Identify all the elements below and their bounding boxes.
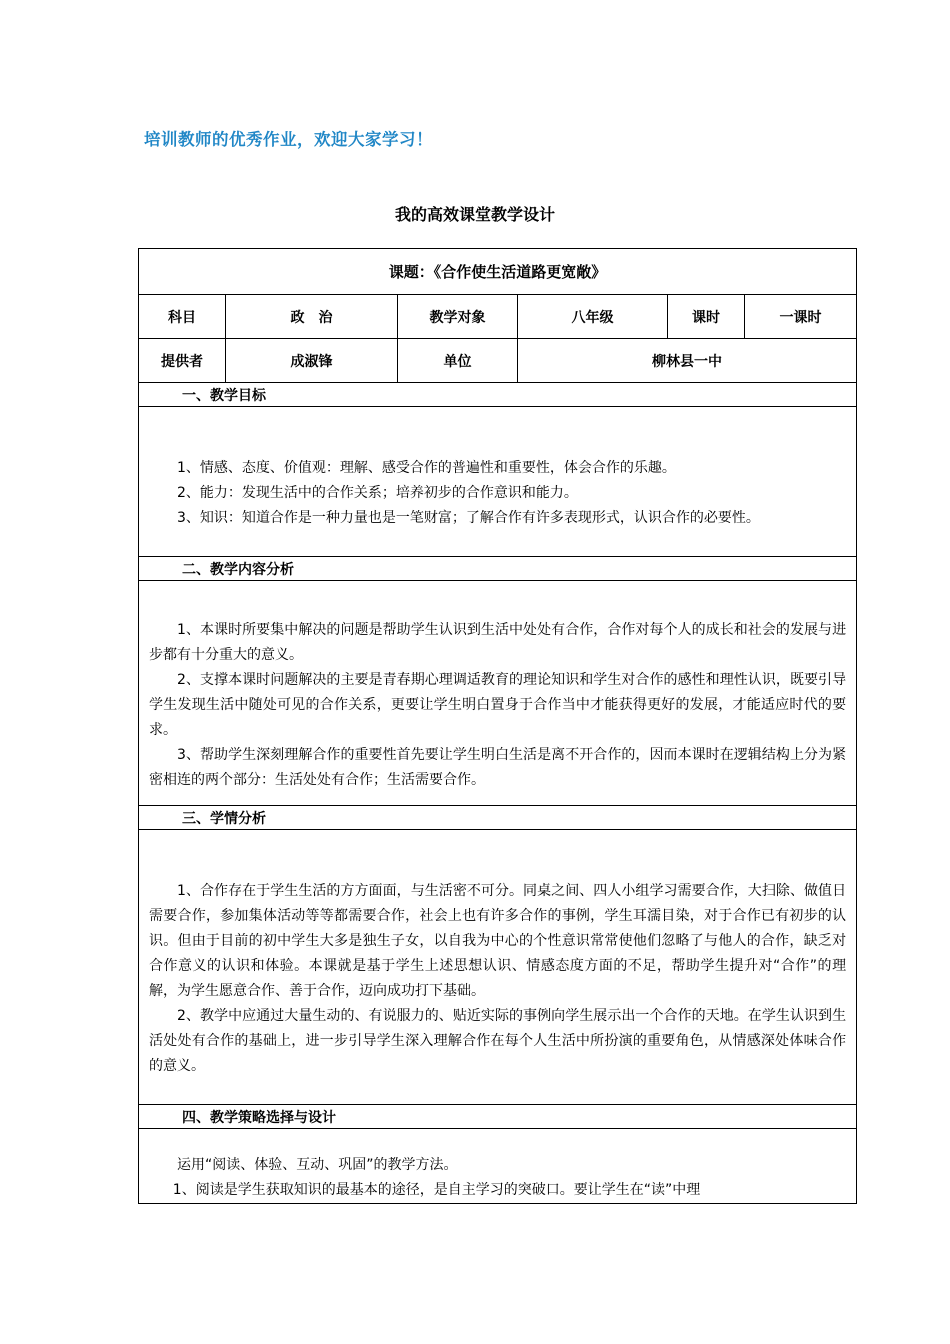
- paragraph: 3、帮助学生深刻理解合作的重要性首先要让学生明白生活是离不开合作的，因而本课时在逻辑结构上分为紧密相连的两个部分：生活处处有合作；生活需要合作。: [149, 746, 847, 788]
- unit-value: 柳林县一中: [518, 339, 857, 383]
- provider-label: 提供者: [139, 339, 226, 383]
- subject-value: 政 治: [226, 295, 398, 339]
- provider-value: 成淑锋: [226, 339, 398, 383]
- document-title: 我的高效课堂教学设计: [394, 205, 555, 224]
- section-body-content-analysis: [139, 581, 857, 806]
- audience-label: 教学对象: [398, 295, 518, 339]
- section-body-strategy: [139, 1129, 857, 1204]
- section-heading-objectives: 一、教学目标: [139, 383, 857, 407]
- banner-text: 培训教师的优秀作业，欢迎大家学习！: [144, 130, 433, 149]
- paragraph: 1、合作存在于学生生活的方方面面，与生活密不可分。同桌之间、四人小组学习需要合作，大扫除、做值日需要合作，参加集体活动等等都需要合作，社会上也有许多合作的事例，学生耳濡目染，对于合作已有初步的认识。但由于目前的初中学生大多是独生子女，以自我为中心的个性意识常常使他们忽略了与他人的合作，缺乏对合作意义的认识和体验。本课就是基于学生上述思想认识、情感态度方面的不足，帮助学生提升对“合作”的理解，为学生愿意合作、善于合作，迈向成功打下基础。: [149, 883, 847, 999]
- audience-value: 八年级: [518, 295, 668, 339]
- paragraph: 运用“阅读、体验、互动、巩固”的教学方法。: [177, 1157, 458, 1173]
- section-body-objectives: [139, 407, 857, 557]
- paragraph: 3、知识：知道合作是一种力量也是一笔财富；了解合作有许多表现形式，认识合作的必要性。: [177, 510, 760, 526]
- section-heading-content-analysis: 二、教学内容分析: [139, 557, 857, 581]
- paragraph: 1、情感、态度、价值观：理解、感受合作的普遍性和重要性，体会合作的乐趣。: [177, 460, 676, 476]
- subject-label: 科目: [139, 295, 226, 339]
- lesson-plan-table: [138, 248, 857, 1204]
- paragraph: 2、教学中应通过大量生动的、有说服力的、贴近实际的事例向学生展示出一个合作的天地。在学生认识到生活处处有合作的基础上，进一步引导学生深入理解合作在每个人生活中所扮演的重要角色，从情感深处体味合作的意义。: [149, 1008, 847, 1074]
- section-heading-strategy: 四、教学策略选择与设计: [139, 1105, 857, 1129]
- period-value: 一课时: [745, 295, 857, 339]
- paragraph: 1、阅读是学生获取知识的最基本的途径，是自主学习的突破口。要让学生在“读”中理: [172, 1182, 701, 1198]
- unit-label: 单位: [398, 339, 518, 383]
- paragraph: 1、本课时所要集中解决的问题是帮助学生认识到生活中处处有合作，合作对每个人的成长和社会的发展与进步都有十分重大的意义。: [149, 621, 847, 663]
- paragraph: 2、能力：发现生活中的合作关系；培养初步的合作意识和能力。: [177, 485, 578, 501]
- section-heading-student-analysis: 三、学情分析: [139, 806, 857, 830]
- topic-title: 课题：《合作使生活道路更宽敞》: [139, 249, 857, 295]
- section-body-student-analysis: [139, 830, 857, 1105]
- period-label: 课时: [668, 295, 745, 339]
- paragraph: 2、支撑本课时问题解决的主要是青春期心理调适教育的理论知识和学生对合作的感性和理性认识，既要引导学生发现生活中随处可见的合作关系，更要让学生明白置身于合作当中才能获得更好的发展，才能适应时代的要求。: [149, 671, 847, 738]
